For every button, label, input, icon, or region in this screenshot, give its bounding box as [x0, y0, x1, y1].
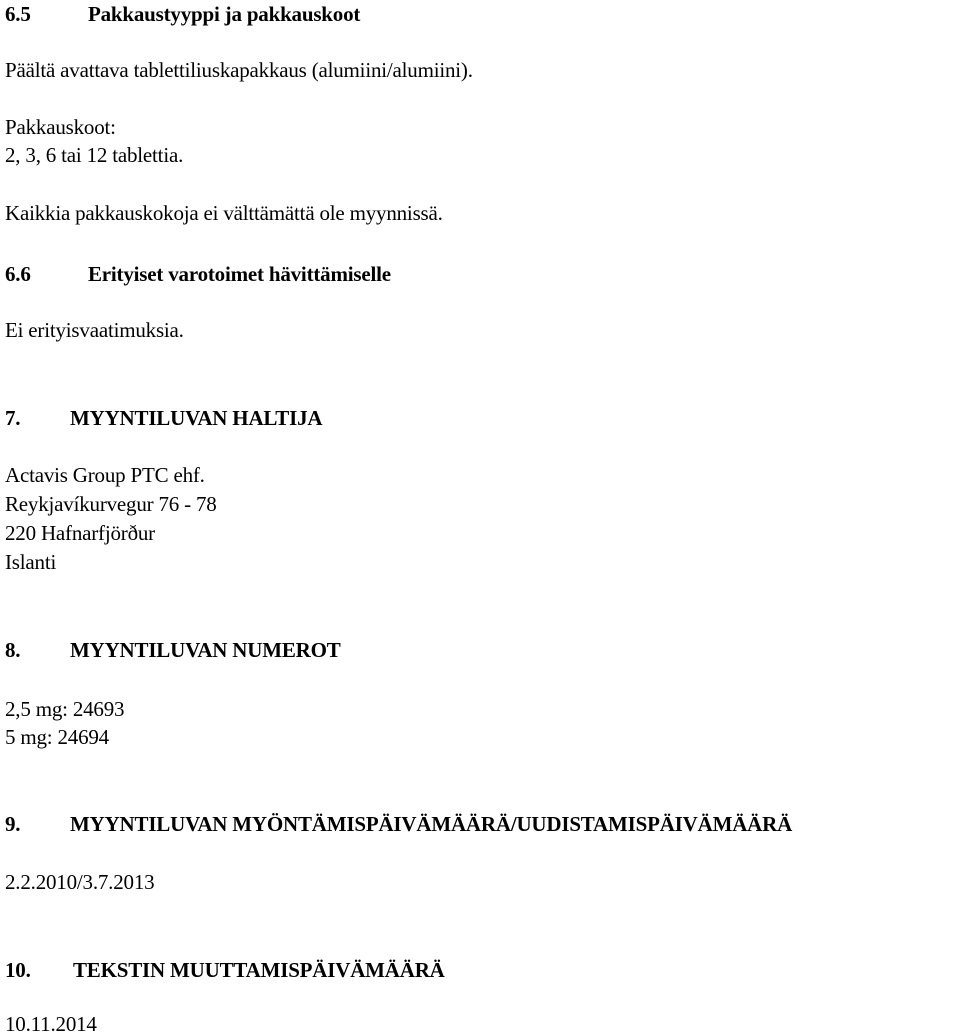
section-6-5-line: Päältä avattava tablettiliuskapakkaus (alumiini/alumiini).: [5, 58, 473, 82]
section-9-line: 2.2.2010/3.7.2013: [5, 870, 155, 894]
section-title: Erityiset varotoimet hävittämiselle: [88, 262, 391, 286]
section-10-line: 10.11.2014: [5, 1012, 97, 1036]
section-number: 10.: [5, 958, 31, 982]
section-title: TEKSTIN MUUTTAMISPÄIVÄMÄÄRÄ: [73, 958, 445, 982]
section-8-line: 2,5 mg: 24693: [5, 697, 125, 721]
section-number: 6.6: [5, 262, 31, 286]
section-10-heading: [5, 958, 445, 982]
section-number: 7.: [5, 406, 21, 430]
section-7-line: Reykjavíkurvegur 76 - 78: [5, 492, 217, 516]
section-6-6-heading: [5, 262, 391, 286]
section-6-5-line: Kaikkia pakkauskokoja ei välttämättä ole myynnissä.: [5, 201, 443, 225]
section-7-heading: [5, 406, 322, 430]
section-6-5-line: 2, 3, 6 tai 12 tablettia.: [5, 143, 184, 167]
section-7-line: Islanti: [5, 550, 57, 574]
section-number: 9.: [5, 812, 21, 836]
section-9-heading: [5, 812, 792, 836]
section-title: Pakkaustyyppi ja pakkauskoot: [88, 2, 361, 26]
section-title: MYYNTILUVAN NUMEROT: [70, 638, 341, 662]
section-6-5-line: Pakkauskoot:: [5, 115, 116, 139]
section-title: MYYNTILUVAN HALTIJA: [70, 406, 323, 430]
section-7-line: 220 Hafnarfjörður: [5, 521, 155, 545]
section-8-heading: [5, 638, 341, 662]
section-6-5-heading: [5, 2, 360, 26]
section-number: 6.5: [5, 2, 31, 26]
section-6-6-line: Ei erityisvaatimuksia.: [5, 318, 184, 342]
section-number: 8.: [5, 638, 21, 662]
section-8-line: 5 mg: 24694: [5, 725, 109, 749]
section-title: MYYNTILUVAN MYÖNTÄMISPÄIVÄMÄÄRÄ/UUDISTAMISPÄIVÄMÄÄRÄ: [70, 812, 793, 836]
section-7-line: Actavis Group PTC ehf.: [5, 463, 205, 487]
